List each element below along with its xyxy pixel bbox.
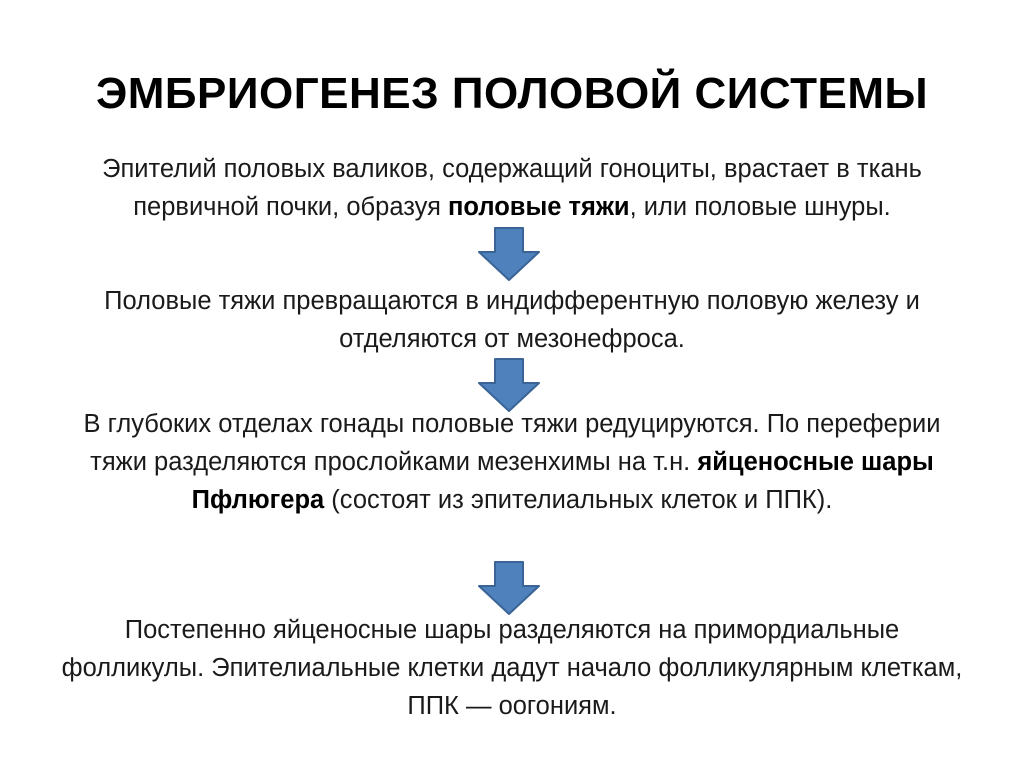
step-3-text-before: В глубоких отделах гонады половые тяжи редуцируются. По переферии тяжи разделяются прослойками мезенхимы на т.н. (83, 410, 941, 476)
down-arrow-shape (479, 228, 539, 280)
step-1-text-before: Эпителий половых валиков, содержащий гоноциты, врастает в ткань первичной почки, образуя (102, 155, 922, 221)
step-3-text (52, 405, 972, 519)
step-2-text-before: Половые тяжи превращаются в индифферентную половую железу и отделяются от мезонефроса. (104, 287, 920, 353)
step-3-bold-term: яйценосные шары Пфлюгера (191, 448, 934, 514)
step-2-text (52, 282, 972, 358)
step-1-text (52, 150, 972, 226)
down-arrow-shape (479, 562, 539, 614)
step-1-text-after: , или половые шнуры. (629, 193, 891, 221)
down-arrow-icon (476, 226, 542, 282)
step-3-text-after: (состоят из эпителиальных клеток и ППК). (324, 486, 833, 514)
step-1-bold-term: половые тяжи (447, 193, 630, 221)
step-4-text (52, 611, 972, 725)
step-4-text-before: Постепенно яйценосные шары разделяются на примордиальные фолликулы. Эпителиальные клетки дадут начало фолликулярным клеткам, ППК — оогониям. (61, 616, 963, 720)
down-arrow-icon (476, 560, 542, 616)
down-arrow-shape (479, 359, 539, 411)
slide-title: ЭМБРИОГЕНЕЗ ПОЛОВОЙ СИСТЕМЫ (95, 69, 929, 118)
